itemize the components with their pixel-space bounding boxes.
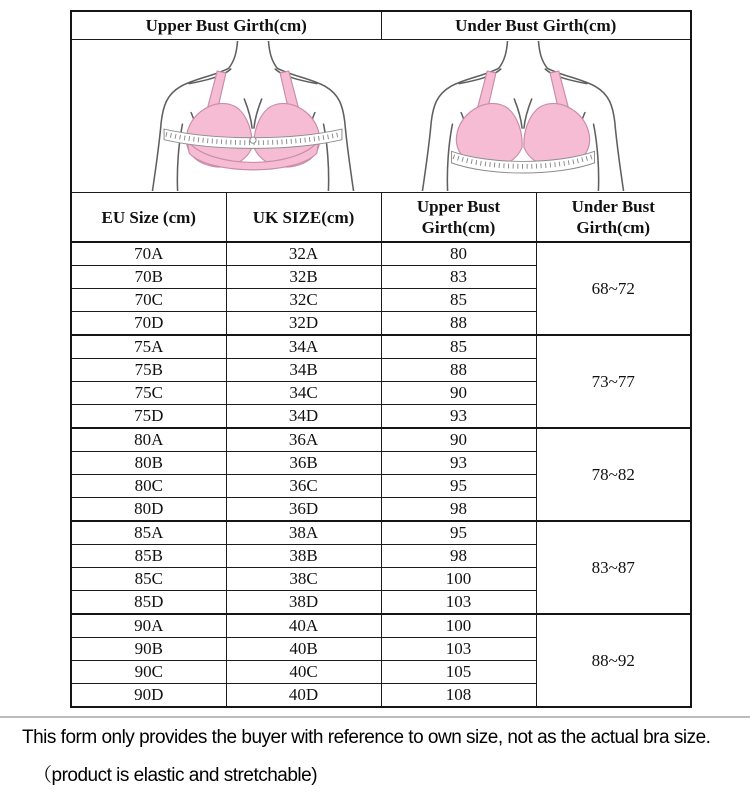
size-table-row <box>71 614 691 638</box>
uk-size-cell: 32C <box>226 289 381 312</box>
uk-size-cell: 38C <box>226 568 381 591</box>
upper-bust-cell: 100 <box>381 614 536 638</box>
size-rows <box>71 242 691 707</box>
upper-bust-column-header: Upper Bust Girth(cm) <box>381 193 536 243</box>
upper-bust-cell: 88 <box>381 359 536 382</box>
upper-bust-cell: 93 <box>381 405 536 429</box>
size-table-row <box>71 242 691 266</box>
eu-size-cell: 90D <box>71 684 226 708</box>
eu-size-cell: 80C <box>71 475 226 498</box>
uk-size-cell: 40A <box>226 614 381 638</box>
size-table-row <box>71 521 691 545</box>
upper-bust-cell: 90 <box>381 382 536 405</box>
under-bust-range-cell: 68~72 <box>536 242 691 335</box>
eu-size-column-header: EU Size (cm) <box>71 193 226 243</box>
top-header-row <box>71 11 691 40</box>
uk-size-cell: 40B <box>226 638 381 661</box>
eu-size-cell: 90B <box>71 638 226 661</box>
eu-size-cell: 70B <box>71 266 226 289</box>
footer-divider-line <box>0 716 750 718</box>
size-chart <box>70 10 692 708</box>
eu-size-cell: 90A <box>71 614 226 638</box>
uk-size-cell: 40D <box>226 684 381 708</box>
uk-size-cell: 36C <box>226 475 381 498</box>
eu-size-cell: 90C <box>71 661 226 684</box>
uk-size-cell: 32A <box>226 242 381 266</box>
eu-size-cell: 85B <box>71 545 226 568</box>
upper-bust-cell: 90 <box>381 428 536 452</box>
eu-size-cell: 75C <box>71 382 226 405</box>
footer-note <box>22 727 710 787</box>
uk-size-cell: 36A <box>226 428 381 452</box>
footer-note-line2: （product is elastic and stretchable) <box>33 765 318 786</box>
upper-bust-cell: 98 <box>381 545 536 568</box>
upper-bust-cell: 100 <box>381 568 536 591</box>
size-table-row <box>71 335 691 359</box>
uk-size-cell: 38A <box>226 521 381 545</box>
upper-bust-cell: 98 <box>381 498 536 522</box>
uk-size-column-header: UK SIZE(cm) <box>226 193 381 243</box>
upper-bust-cell: 85 <box>381 335 536 359</box>
eu-size-cell: 70D <box>71 312 226 336</box>
upper-bust-cell: 108 <box>381 684 536 708</box>
uk-size-cell: 32B <box>226 266 381 289</box>
uk-size-cell: 34C <box>226 382 381 405</box>
size-chart-table <box>70 10 692 708</box>
uk-size-cell: 38B <box>226 545 381 568</box>
eu-size-cell: 80D <box>71 498 226 522</box>
upper-bust-cell: 80 <box>381 242 536 266</box>
eu-size-cell: 75B <box>71 359 226 382</box>
illustration-row <box>71 40 691 193</box>
uk-size-cell: 32D <box>226 312 381 336</box>
eu-size-cell: 80B <box>71 452 226 475</box>
upper-bust-cell: 95 <box>381 521 536 545</box>
upper-bust-girth-header: Upper Bust Girth(cm) <box>71 11 381 40</box>
bra-under-bust-measure-icon <box>407 41 639 191</box>
eu-size-cell: 70A <box>71 242 226 266</box>
upper-bust-cell: 95 <box>381 475 536 498</box>
size-table-row <box>71 428 691 452</box>
eu-size-cell: 85D <box>71 591 226 615</box>
eu-size-cell: 85C <box>71 568 226 591</box>
under-bust-range-cell: 78~82 <box>536 428 691 521</box>
upper-bust-cell: 85 <box>381 289 536 312</box>
under-bust-girth-header: Under Bust Girth(cm) <box>381 11 691 40</box>
eu-size-cell: 75A <box>71 335 226 359</box>
upper-bust-cell: 88 <box>381 312 536 336</box>
under-bust-range-cell: 88~92 <box>536 614 691 707</box>
uk-size-cell: 40C <box>226 661 381 684</box>
uk-size-cell: 38D <box>226 591 381 615</box>
eu-size-cell: 75D <box>71 405 226 429</box>
upper-bust-cell: 83 <box>381 266 536 289</box>
eu-size-cell: 85A <box>71 521 226 545</box>
upper-bust-cell: 103 <box>381 591 536 615</box>
eu-size-cell: 80A <box>71 428 226 452</box>
under-bust-column-header: Under Bust Girth(cm) <box>536 193 691 243</box>
column-header-row <box>71 193 691 243</box>
uk-size-cell: 34B <box>226 359 381 382</box>
under-bust-range-cell: 83~87 <box>536 521 691 614</box>
bra-upper-bust-measure-icon <box>137 41 369 191</box>
upper-bust-cell: 93 <box>381 452 536 475</box>
uk-size-cell: 34A <box>226 335 381 359</box>
uk-size-cell: 34D <box>226 405 381 429</box>
footer-note-line1: This form only provides the buyer with reference to own size, not as the actual bra size. <box>22 727 711 748</box>
eu-size-cell: 70C <box>71 289 226 312</box>
uk-size-cell: 36B <box>226 452 381 475</box>
under-bust-range-cell: 73~77 <box>536 335 691 428</box>
upper-bust-cell: 103 <box>381 638 536 661</box>
upper-bust-cell: 105 <box>381 661 536 684</box>
uk-size-cell: 36D <box>226 498 381 522</box>
